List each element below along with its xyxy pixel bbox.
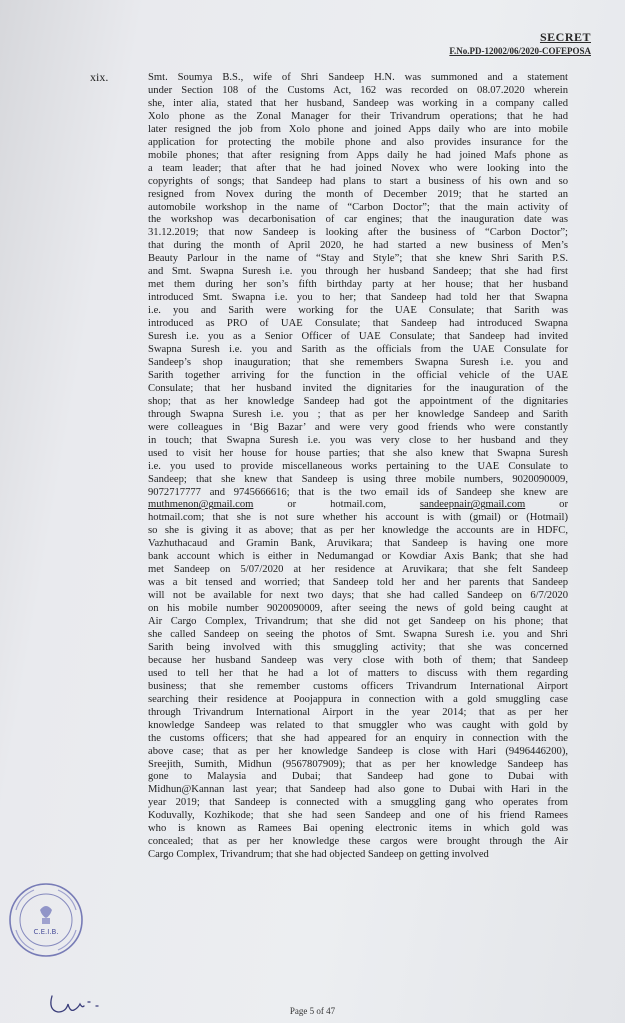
paragraph-body [148, 72, 568, 862]
text-line: under Section 108 of the Customs Act, 162 was recorded on 08.07.2020 wherein [148, 84, 568, 96]
page-number: Page 5 of 47 [289, 1006, 336, 1016]
text-line: was a bit tensed and worried; that Sandeep told her and her parents that Sandeep [148, 577, 568, 589]
email-or-2: or [559, 499, 568, 511]
text-line: she called Sandeep on seeing the photos of Smt. Swapna Suresh i.e. you and Shri [148, 628, 568, 640]
paragraph-lines-bottom [148, 512, 568, 862]
text-line: i.e. you and Sarith were working for the UAE Consulate; that Sarith was [148, 305, 568, 317]
text-line: that during the month of April 2020, he had started a new business of Men’s [148, 240, 568, 252]
text-line: hotmail.com; that she is not sure whether his account is with (gmail) or (Hotmail) [148, 512, 568, 524]
text-line: through Swapna Suresh i.e. you ; that as per her knowledge Sandeep and Sarith [148, 408, 568, 420]
text-line: business; that she remember customs officers Trivandrum International Airport [148, 680, 568, 692]
text-line: searching their residence at Poojappura in connection with a gold smuggling case [148, 693, 568, 705]
text-line: Xolo phone as the Zonal Manager for their Trivandrum operations; that he had [148, 110, 568, 122]
text-line: automobile workshop in the name of “Carbon Doctor”; that the main activity of [148, 201, 568, 213]
text-line: through Trivandrum International Airport in the year 2014; that as per her [148, 706, 568, 718]
text-line: Sarith together arriving for the function in the official vehicle of the UAE [148, 369, 568, 381]
text-line: introduced as PRO of UAE Consulate; that Sandeep had introduced Swapna [148, 318, 568, 330]
classification-label: SECRET [539, 30, 591, 44]
text-line: Beauty Parlour in the name of “Stay and Style”; that she knew Shri Sarith P.S. [148, 253, 568, 265]
text-line: Suresh i.e. you as a Senior Officer of UAE Consulate; that Sandeep had invited [148, 331, 568, 343]
text-line: in touch; that Swapna Suresh i.e. you was very close to her husband and they [148, 434, 568, 446]
text-line: Sandeep’s shop inauguration; that she remembers Swapna Suresh i.e. you and [148, 356, 568, 368]
text-line: year 2019; that Sandeep is connected with a smuggling gang who operates from [148, 797, 568, 809]
text-line: copyrights of songs; that Sandeep had plans to start a business of his own and so [148, 175, 568, 187]
text-line: who is known as Ramees Bai opening electronic items in which gold was [148, 823, 568, 835]
text-line: she, inter alia, stated that her husband, Sandeep was working in a company called [148, 97, 568, 109]
email-address-1: muthmenon@gmail.com [148, 499, 254, 511]
text-line: Swapna Suresh i.e. you and Sarith as the officials from the UAE Consulate for [148, 344, 568, 356]
text-line: Air Cargo Complex, Trivandrum; that she did not get Sandeep on his phone; that [148, 616, 568, 628]
text-line: Sandeep; that she knew that Sandeep is using three mobile numbers, 9020090009, [148, 473, 568, 485]
text-line: above case; that as per her knowledge Sandeep is close with Hari (9496446200), [148, 745, 568, 757]
text-line: introduced Smt. Swapna i.e. you to her; that Sandeep had told her that Swapna [148, 292, 568, 304]
text-line: the customs officers; that she had appeared for an enquiry in connection with the [148, 732, 568, 744]
paragraph-lines-top [148, 72, 568, 499]
text-line: 31.12.2019; that now Sandeep is looking after the business of “Carbon Doctor”; [148, 227, 568, 239]
text-line: met Sandeep on 5/07/2020 at her residence at Aruvikara; that she felt Sandeep [148, 564, 568, 576]
email-domain-1: hotmail.com, [330, 499, 386, 511]
text-line: bank account which is either in Nedumangad or Kowdiar Axis Bank; that she had [148, 551, 568, 563]
text-line: mobile phones; that after resigning from Apps daily he had joined Mafs phone as [148, 149, 568, 161]
text-line: the workshop was decarbonisation of car engines; that the inauguration date was [148, 214, 568, 226]
text-line: so she is giving it as above; that as per her knowledge the accounts are in HDFC, [148, 525, 568, 537]
text-line: and Smt. Swapna Suresh i.e. you through her husband Sandeep; that she had first [148, 266, 568, 278]
text-line: used to tell her that he had a lot of matters to discuss with them regarding [148, 667, 568, 679]
text-line: Midhun@Kannan last year; that Sandeep had also gone to Dubai with Hari in the [148, 784, 568, 796]
text-line: 9072717777 and 9745666616; that is the two email ids of Sandeep she knew are [148, 486, 568, 498]
text-line: were colleagues in ‘Big Bazar’ and were very good friends who were constantly [148, 421, 568, 433]
text-line: Vazhuthacaud and Gramin Bank, Aruvikara; that Sandeep is having one more [148, 538, 568, 550]
text-line: on his mobile number 9020090009, after seeing the news of gold being caught at [148, 603, 568, 615]
header [449, 30, 591, 56]
text-line: Sreejith, Sumith, Midhun (9567807909); that as per her knowledge Sandeep has [148, 758, 568, 770]
seal-label: C.E.I.B. [33, 928, 59, 936]
text-line: resigned from Novex during the month of December 2019; that he started an [148, 188, 568, 200]
text-line: Koduvally, Kozhikode; that she had seen Sandeep and one of his friend Ramees [148, 810, 568, 822]
text-line: Consulate; that her husband invited the dignitaries for the inauguration of the [148, 382, 568, 394]
text-line: gone to Malaysia and Dubai; that Sandeep had gone to Dubai with [148, 771, 568, 783]
text-line: because her husband Sandeep was very close with both of them; that Sandeep [148, 654, 568, 666]
text-line: Smt. Soumya B.S., wife of Shri Sandeep H.N. was summoned and a statement [148, 72, 568, 83]
text-line: knowledge Sandeep was related to that smuggler who was caught with gold by [148, 719, 568, 731]
text-line: a team leader; that after that he had joined Novex who were looking into the [148, 162, 568, 174]
official-seal-stamp [6, 880, 86, 960]
text-line: concealed; that as per her knowledge these cargos were brought through the Air [148, 836, 568, 848]
text-line: used to visit her house for house parties; that she also knew that Swapna Suresh [148, 447, 568, 459]
paragraph-number: xix. [90, 70, 109, 84]
text-line: i.e. you used to provide miscellaneous works pertaining to the UAE Consulate to [148, 460, 568, 472]
text-line: Cargo Complex, Trivandrum; that she had objected Sandeep on getting involved [148, 849, 489, 861]
text-line: will not be available for next two days; that she had called Sandeep on 6/7/2020 [148, 590, 568, 602]
text-line: met them during her son’s fifth birthday party at her house; that her husband [148, 279, 568, 291]
file-number: F.No.PD-12002/06/2020-COFEPOSA [449, 46, 591, 56]
text-line: Sarith being involved with this smuggling activity; that she was concerned [148, 641, 568, 653]
text-line: later resigned the job from Xolo phone and joined Apps daily who are into mobile [148, 123, 568, 135]
text-line: application for protecting the mobile phone and also provides insurance for the [148, 136, 568, 148]
email-or-1: or [287, 499, 297, 511]
text-line: shop; that as her knowledge Sandeep had got the appointment of the dignitaries [148, 395, 568, 407]
email-line [148, 499, 568, 512]
email-address-2: sandeepnair@gmail.com [419, 499, 526, 511]
